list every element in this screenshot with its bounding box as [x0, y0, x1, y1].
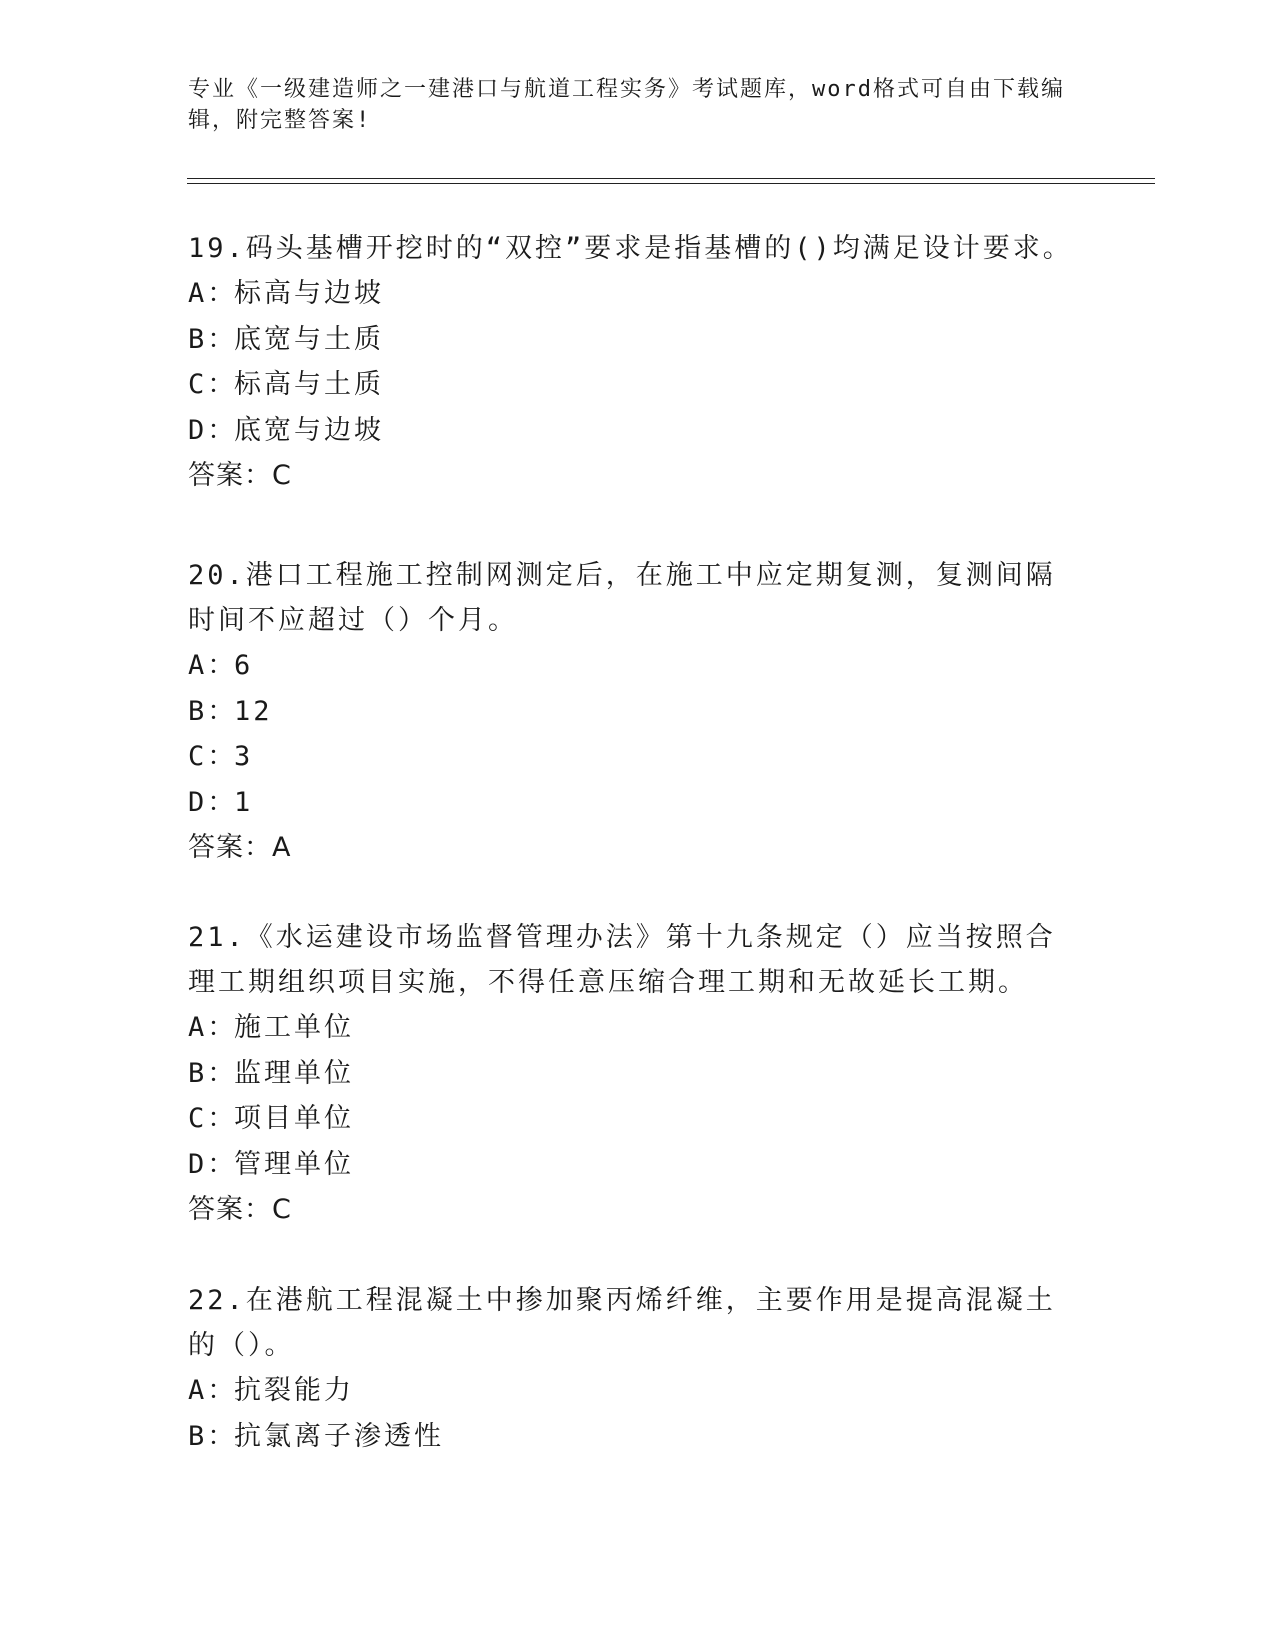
option-text: 标高与土质	[234, 369, 384, 400]
answer: 答案：A	[188, 832, 292, 863]
option-c	[188, 734, 1078, 780]
option-d	[188, 408, 1078, 454]
option-text: 标高与边坡	[234, 278, 384, 309]
option-text: 项目单位	[234, 1103, 354, 1134]
option-b	[188, 1414, 1078, 1460]
option-a	[188, 1005, 1078, 1051]
option-text: 施工单位	[234, 1012, 354, 1043]
question-19	[188, 226, 1078, 499]
option-text: 6	[234, 650, 254, 681]
option-key: D：	[188, 414, 238, 446]
option-key: D：	[188, 786, 238, 818]
question-22	[188, 1278, 1078, 1459]
option-text: 抗氯离子渗透性	[234, 1420, 444, 1452]
header-divider-bottom	[187, 183, 1155, 184]
option-key: A：	[188, 1012, 238, 1043]
option-text: 12	[234, 695, 273, 727]
question-stem: 20.港口工程施工控制网测定后，在施工中应定期复测，复测间隔时间不应超过（）个月。	[188, 560, 1056, 636]
answer: 答案：C	[188, 1194, 292, 1225]
answer: 答案：C	[188, 460, 292, 491]
option-key: C：	[188, 369, 238, 400]
question-stem: 19.码头基槽开挖时的“双控”要求是指基槽的()均满足设计要求。	[188, 233, 1073, 264]
document-header	[188, 74, 1068, 136]
option-b	[188, 1051, 1078, 1097]
option-key: B：	[188, 1057, 238, 1089]
option-key: B：	[188, 323, 238, 355]
option-key: B：	[188, 1420, 238, 1452]
option-text: 底宽与边坡	[234, 414, 384, 446]
option-c	[188, 362, 1078, 408]
option-key: A：	[188, 278, 238, 309]
option-b	[188, 689, 1078, 735]
option-a	[188, 271, 1078, 317]
option-key: C：	[188, 1103, 238, 1134]
option-key: C：	[188, 741, 238, 772]
option-d	[188, 780, 1078, 826]
option-a	[188, 1368, 1078, 1414]
option-text: 管理单位	[234, 1148, 354, 1180]
header-text: 专业《一级建造师之一建港口与航道工程实务》考试题库，word格式可自由下载编辑，附完整答案!	[188, 77, 1065, 133]
option-text: 底宽与土质	[234, 323, 384, 355]
option-a	[188, 643, 1078, 689]
option-key: A：	[188, 1375, 238, 1406]
option-c	[188, 1096, 1078, 1142]
option-b	[188, 317, 1078, 363]
option-key: B：	[188, 695, 238, 727]
header-divider-top	[187, 178, 1155, 179]
question-stem: 22.在港航工程混凝土中掺加聚丙烯纤维，主要作用是提高混凝土的（）。	[188, 1285, 1056, 1361]
option-text: 监理单位	[234, 1057, 354, 1089]
option-text: 1	[234, 786, 254, 818]
option-key: D：	[188, 1148, 238, 1180]
option-d	[188, 1142, 1078, 1188]
question-stem: 21.《水运建设市场监督管理办法》第十九条规定（）应当按照合理工期组织项目实施，不得任意压缩合理工期和无故延长工期。	[188, 922, 1056, 998]
option-text: 3	[234, 741, 254, 772]
question-21	[188, 915, 1078, 1233]
question-20	[188, 553, 1078, 871]
option-key: A：	[188, 650, 238, 681]
option-text: 抗裂能力	[234, 1375, 354, 1406]
